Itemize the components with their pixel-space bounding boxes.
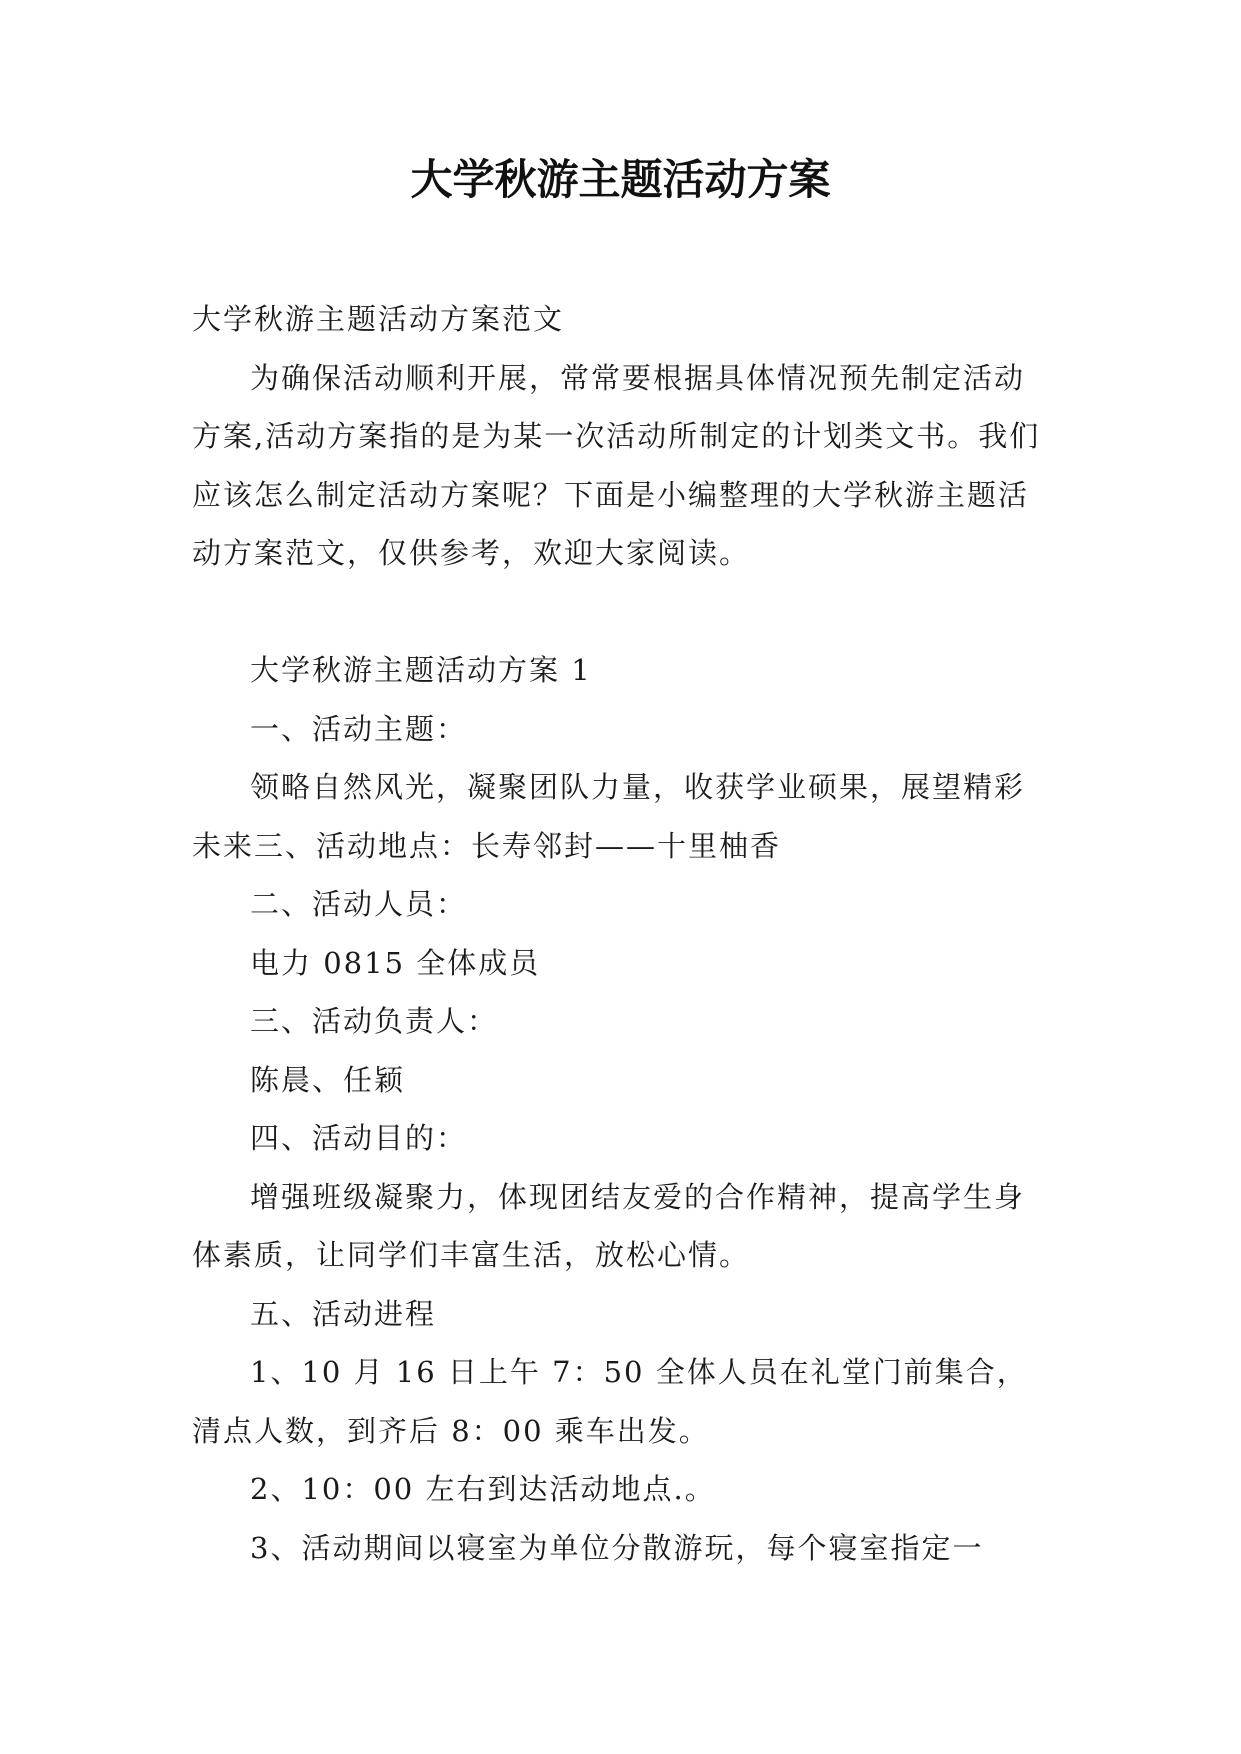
leader-text: 陈晨、任颖 — [250, 1062, 406, 1097]
theme-text: 领略自然风光，凝聚团队力量，收获学业硕果，展望精彩未来三、活动地点：长寿邻封——十里柚香 — [192, 770, 1026, 863]
subtitle: 大学秋游主题活动方案范文 — [192, 302, 565, 336]
document-title: 大学秋游主题活动方案 — [410, 155, 831, 204]
leader-heading: 三、活动负责人： — [250, 1004, 499, 1038]
document-body — [192, 290, 1052, 1577]
purpose-heading: 四、活动目的： — [250, 1121, 468, 1155]
people-text: 电力 0815 全体成员 — [250, 945, 541, 980]
people-heading: 二、活动人员： — [250, 887, 468, 921]
intro-paragraph: 为确保活动顺利开展，常常要根据具体情况预先制定活动方案,活动方案指的是为某一次活动所制定的计划类文书。我们应该怎么制定活动方案呢？下面是小编整理的大学秋游主题活动方案范文，仅供参考，欢迎大家阅读。 — [192, 360, 1041, 570]
section-title: 大学秋游主题活动方案 1 — [250, 653, 592, 687]
process-step-1: 1、10 月 16 日上午 7：50 全体人员在礼堂门前集合，清点人数，到齐后 8：00 乘车出发。 — [192, 1355, 1028, 1448]
process-step-3: 3、活动期间以寝室为单位分散游玩，每个寝室指定一 — [250, 1530, 984, 1565]
process-heading: 五、活动进程 — [250, 1296, 437, 1331]
purpose-text: 增强班级凝聚力，体现团结友爱的合作精神，提高学生身体素质，让同学们丰富生活，放松心情。 — [192, 1179, 1026, 1272]
process-step-2: 2、10：00 左右到达活动地点.。 — [250, 1472, 716, 1506]
theme-heading: 一、活动主题： — [250, 711, 468, 746]
paragraph-gap — [192, 583, 1052, 642]
